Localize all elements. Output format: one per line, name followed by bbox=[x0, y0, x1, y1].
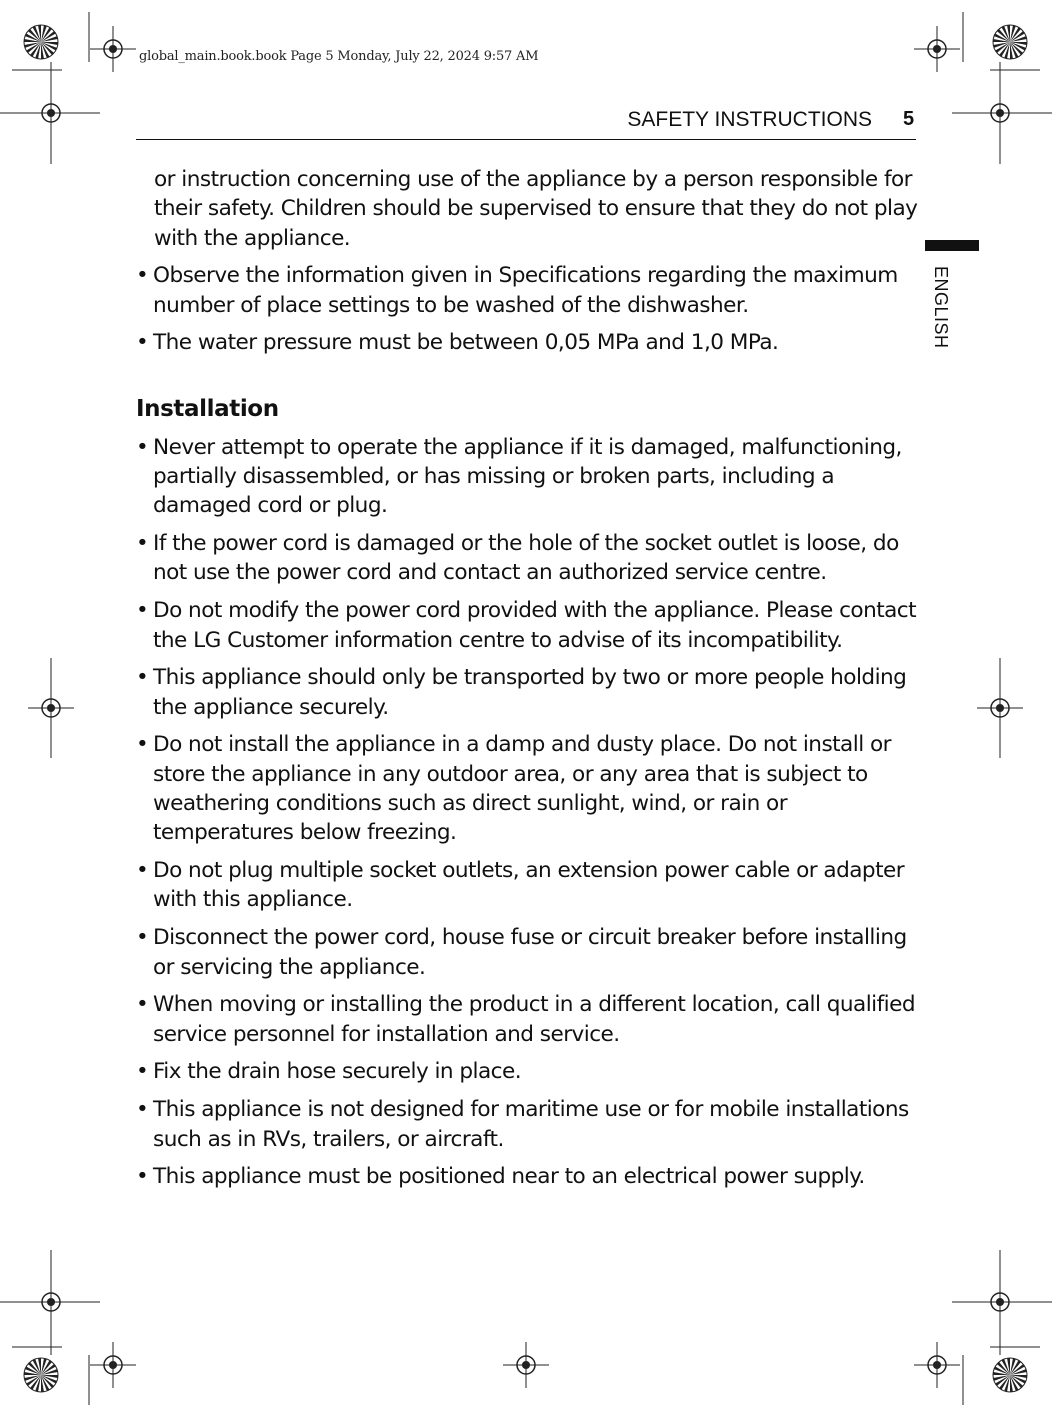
print-slug: global_main.book.book Page 5 Monday, July 22, 2024 9:57 AM bbox=[139, 49, 539, 64]
section-heading-installation: Installation bbox=[136, 395, 279, 422]
registration-mark bbox=[28, 90, 74, 136]
starburst-mark bbox=[993, 25, 1027, 59]
list-item bbox=[136, 990, 926, 1049]
bullet-glyph: • bbox=[136, 531, 149, 557]
registration-mark bbox=[28, 1279, 74, 1325]
bullet-glyph: • bbox=[136, 263, 149, 289]
registration-mark bbox=[503, 1342, 549, 1388]
registration-mark bbox=[914, 26, 960, 72]
list-item-text: Never attempt to operate the appliance if it is damaged, malfunctioning, partially disassembled, or has missing or broken parts, including a damaged cord or plug. bbox=[153, 434, 902, 519]
starburst-mark bbox=[24, 25, 58, 59]
header-rule bbox=[136, 139, 916, 140]
list-item-text: When moving or installing the product in a different location, call qualified service personnel for installation and service. bbox=[153, 992, 916, 1047]
language-tab-label: ENGLISH bbox=[931, 266, 951, 349]
list-item-text: Fix the drain hose securely in place. bbox=[153, 1059, 522, 1085]
list-item bbox=[136, 261, 926, 320]
list-item-text: Do not install the appliance in a damp and dusty place. Do not install or store the appliance in any outdoor area, or any area that is subject to weathering conditions such as direct sunlight, wind, or rain or temperatures below freezing. bbox=[153, 732, 891, 846]
bullet-glyph: • bbox=[136, 858, 149, 884]
bullet-glyph: • bbox=[136, 925, 149, 951]
page-body bbox=[136, 165, 926, 1200]
page-number: 5 bbox=[903, 108, 915, 130]
list-item bbox=[136, 856, 926, 915]
list-item-text: The water pressure must be between 0,05 MPa and 1,0 MPa. bbox=[153, 330, 779, 356]
starburst-mark bbox=[24, 1358, 58, 1392]
bullet-glyph: • bbox=[136, 732, 149, 758]
list-item bbox=[136, 529, 926, 588]
list-item bbox=[136, 596, 926, 655]
bullet-glyph: • bbox=[136, 330, 149, 356]
list-item bbox=[136, 663, 926, 722]
registration-mark bbox=[977, 90, 1023, 136]
list-item bbox=[136, 1057, 926, 1086]
running-header-title: SAFETY INSTRUCTIONS bbox=[627, 108, 872, 131]
list-item-text: Do not modify the power cord provided with the appliance. Please contact the LG Customer information centre to advise of its incompatibility. bbox=[153, 598, 917, 653]
registration-mark bbox=[914, 1342, 960, 1388]
list-item bbox=[136, 433, 926, 521]
list-item-text: This appliance should only be transported by two or more people holding the appliance securely. bbox=[153, 665, 907, 720]
bullet-glyph: • bbox=[136, 665, 149, 691]
top-bullet-list bbox=[136, 261, 926, 357]
list-item-text: This appliance must be positioned near to an electrical power supply. bbox=[153, 1164, 865, 1190]
list-item bbox=[136, 1162, 926, 1191]
bullet-glyph: • bbox=[136, 1059, 149, 1085]
language-tab-bar bbox=[925, 240, 979, 251]
installation-bullet-list bbox=[136, 433, 926, 1192]
list-item bbox=[136, 730, 926, 847]
list-item-text: Disconnect the power cord, house fuse or circuit breaker before installing or servicing the appliance. bbox=[153, 925, 907, 980]
list-item bbox=[136, 923, 926, 982]
list-item-text: Do not plug multiple socket outlets, an extension power cable or adapter with this appliance. bbox=[153, 858, 905, 913]
list-item bbox=[136, 328, 926, 357]
list-item-text: This appliance is not designed for maritime use or for mobile installations such as in RVs, trailers, or aircraft. bbox=[153, 1097, 909, 1152]
bullet-glyph: • bbox=[136, 992, 149, 1018]
registration-mark bbox=[90, 26, 136, 72]
list-item-text: If the power cord is damaged or the hole of the socket outlet is loose, do not use the power cord and contact an authorized service centre. bbox=[153, 531, 899, 586]
list-item-text: Observe the information given in Specifications regarding the maximum number of place settings to be washed of the dishwasher. bbox=[153, 263, 898, 318]
bullet-glyph: • bbox=[136, 434, 149, 460]
registration-mark bbox=[28, 685, 74, 731]
bullet-glyph: • bbox=[136, 1097, 149, 1123]
starburst-mark bbox=[993, 1358, 1027, 1392]
continued-paragraph: or instruction concerning use of the appliance by a person responsible for their safety. Children should be supervised to ensure that they do not play with the appliance. bbox=[154, 167, 918, 251]
registration-mark bbox=[977, 1279, 1023, 1325]
list-item bbox=[136, 1095, 926, 1154]
registration-mark bbox=[977, 685, 1023, 731]
bullet-glyph: • bbox=[136, 1164, 149, 1190]
registration-mark bbox=[90, 1342, 136, 1388]
bullet-glyph: • bbox=[136, 598, 149, 624]
